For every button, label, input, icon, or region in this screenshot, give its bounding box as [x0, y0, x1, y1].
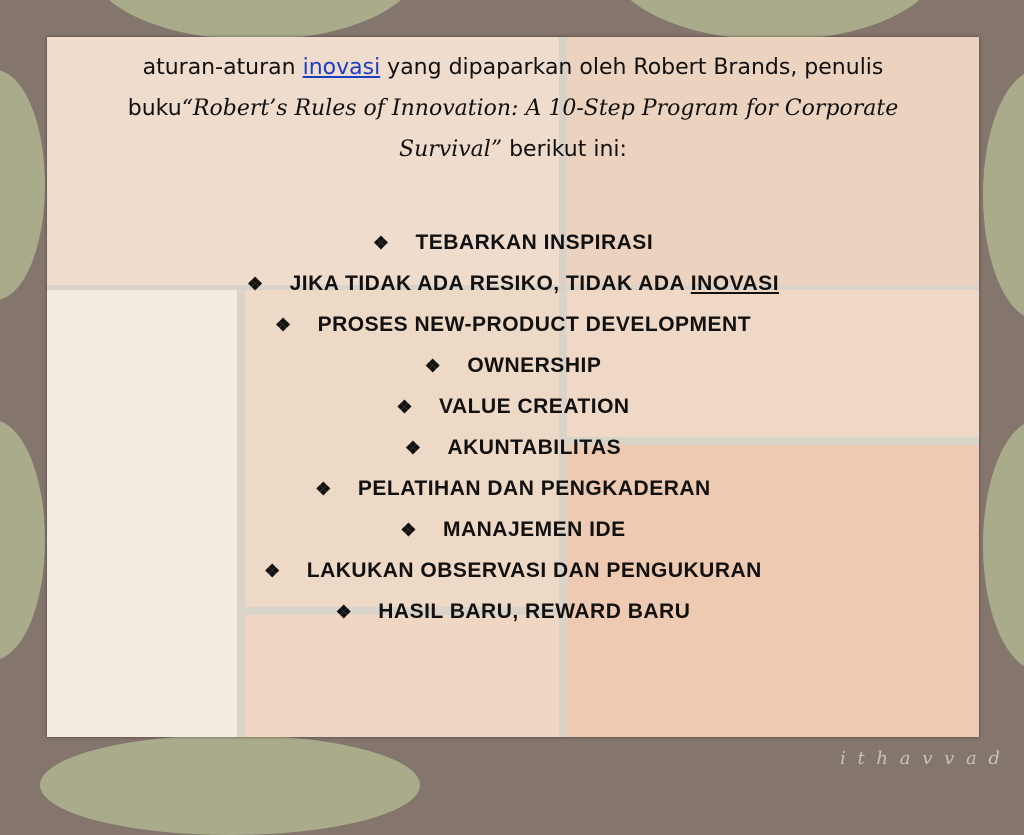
- slide: [47, 37, 979, 737]
- intro-paragraph: [87, 47, 939, 170]
- list-item-text: VALUE CREATION: [439, 395, 630, 418]
- decorative-blob: [610, 0, 940, 40]
- list-item: [47, 468, 979, 509]
- intro-text: yang dipaparkan oleh Robert Brands, penulis buku: [127, 55, 884, 121]
- list-item-text: OWNERSHIP: [467, 354, 602, 377]
- list-item-text: LAKUKAN OBSERVASI DAN PENGUKURAN: [306, 559, 762, 582]
- list-item: [47, 591, 979, 632]
- decorative-blob: [0, 70, 45, 300]
- diamond-bullet-icon: ❖: [424, 356, 442, 376]
- list-item: [47, 386, 979, 427]
- diamond-bullet-icon: ❖: [335, 602, 353, 622]
- list-item-text: PROSES NEW-PRODUCT DEVELOPMENT: [317, 313, 752, 336]
- book-title: “Robert’s Rules of Innovation: A 10-Step Program for Corporate Survival”: [181, 96, 899, 162]
- list-item-text: MANAJEMEN IDE: [442, 518, 626, 541]
- diamond-bullet-icon: ❖: [400, 520, 417, 540]
- diamond-bullet-icon: ❖: [246, 274, 264, 294]
- watermark: i t h a v v a d: [840, 748, 1003, 769]
- diamond-bullet-icon: ❖: [274, 315, 292, 335]
- diamond-bullet-icon: ❖: [315, 479, 332, 499]
- rules-list: [47, 222, 979, 632]
- inovasi-link[interactable]: inovasi: [302, 55, 381, 80]
- decorative-blob: [0, 420, 45, 660]
- background-pane: [245, 615, 559, 737]
- decorative-blob: [983, 420, 1024, 670]
- list-item-text: JIKA TIDAK ADA RESIKO, TIDAK ADA: [289, 272, 691, 295]
- list-item: [47, 550, 979, 591]
- diamond-bullet-icon: ❖: [396, 397, 414, 417]
- list-item-text: AKUNTABILITAS: [447, 436, 622, 459]
- list-item: [47, 509, 979, 550]
- inovasi-link[interactable]: INOVASI: [690, 272, 780, 295]
- decorative-blob: [40, 735, 420, 835]
- list-item-text: PELATIHAN DAN PENGKADERAN: [357, 477, 711, 500]
- diamond-bullet-icon: ❖: [404, 438, 422, 458]
- diamond-bullet-icon: ❖: [264, 561, 281, 581]
- decorative-blob: [983, 70, 1024, 320]
- list-item-text: TEBARKAN INSPIRASI: [415, 231, 654, 254]
- decorative-blob: [90, 0, 420, 40]
- list-item: [47, 263, 979, 304]
- intro-text: aturan-aturan: [142, 55, 303, 80]
- list-item: [47, 222, 979, 263]
- list-item-text: HASIL BARU, REWARD BARU: [378, 600, 691, 623]
- list-item: [47, 427, 979, 468]
- diamond-bullet-icon: ❖: [372, 233, 390, 253]
- list-item: [47, 345, 979, 386]
- list-item: [47, 304, 979, 345]
- intro-text: berikut ini:: [502, 137, 627, 162]
